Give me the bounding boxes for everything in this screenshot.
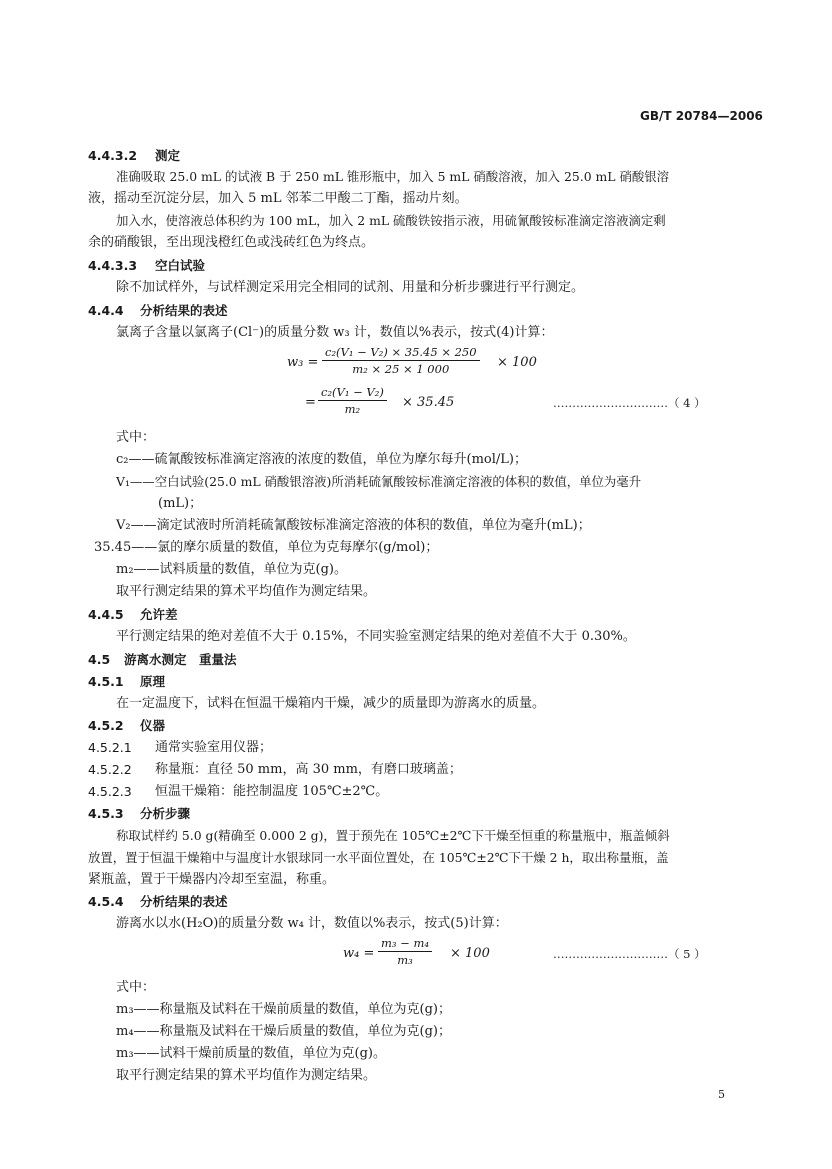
fraction-numerator: m₃ − m₄ <box>378 936 432 952</box>
section-number: 4.5 <box>88 652 111 667</box>
paragraph-line: 准确吸取 25.0 mL 的试液 B 于 250 mL 锥形瓶中，加入 5 mL 硝酸溶液，加入 25.0 mL 硝酸银溶 <box>116 169 670 184</box>
equation-lhs: w₃ = <box>287 355 319 370</box>
section-title: 分析结果的表述 <box>140 303 228 318</box>
definition-line: m₃——试料干燥前质量的数值，单位为克(g)。 <box>116 1046 387 1061</box>
paragraph-line: 游离水以水(H₂O)的质量分数 w₄ 计，数值以%表示，按式(5)计算： <box>116 916 508 931</box>
paragraph-line: 放置，置于恒温干燥箱中与温度计水银球同一水平面位置处，在 105℃±2℃下干燥 2 h，取出称量瓶，盖 <box>88 850 669 865</box>
definition-line: (mL)； <box>158 496 203 511</box>
section-number: 4.4.5 <box>88 607 124 622</box>
equation-equals: = <box>305 395 316 410</box>
equation-fraction <box>378 936 432 967</box>
section-title: 分析步骤 <box>140 806 191 821</box>
fraction-numerator: c₂(V₁ − V₂) <box>318 385 387 401</box>
paragraph-line: 氯离子含量以氯离子(Cl⁻)的质量分数 w₃ 计，数值以%表示，按式(4)计算： <box>116 325 554 340</box>
paragraph-line: 平行测定结果的绝对差值不大于 0.15%，不同实验室测定结果的绝对差值不大于 0.30%。 <box>116 629 636 644</box>
section-number: 4.5.4 <box>88 894 124 909</box>
item-number: 4.5.2.2 <box>88 762 132 777</box>
fraction-denominator: m₂ × 25 × 1 000 <box>352 362 450 376</box>
fraction-denominator: m₃ <box>397 953 413 967</box>
equation-lhs: w₄ = <box>343 946 375 961</box>
equation-term: × 100 <box>497 355 537 370</box>
section-number: 4.4.3.3 <box>88 258 138 273</box>
section-title: 仪器 <box>140 718 166 733</box>
section-number: 4.4.4 <box>88 303 124 318</box>
paragraph-line: 称取试样约 5.0 g(精确至 0.000 2 g)，置于预先在 105℃±2℃下干燥至恒重的称量瓶中，瓶盖倾斜 <box>116 828 670 843</box>
section-title: 测定 <box>155 148 181 163</box>
fraction-denominator: m₂ <box>344 402 361 416</box>
section-title: 空白试验 <box>155 258 206 273</box>
page-number: 5 <box>718 1088 725 1101</box>
section-title: 原理 <box>140 674 166 689</box>
item-text: 通常实验室用仪器； <box>155 740 273 755</box>
paragraph-line: 液，摇动至沉淀分层，加入 5 mL 邻苯二甲酸二丁酯，摇动片刻。 <box>88 191 468 206</box>
section-title: 分析结果的表述 <box>140 894 228 909</box>
standard-number: GB/T 20784—2006 <box>640 109 763 123</box>
where-label: 式中： <box>116 430 156 445</box>
section-title: 游离水测定 重量法 <box>124 652 237 667</box>
equation-term: × 100 <box>450 946 490 961</box>
equation-fraction <box>318 385 387 416</box>
definition-line: m₃——称量瓶及试料在干燥前质量的数值，单位为克(g)； <box>116 1002 452 1017</box>
definition-line: m₂——试料质量的数值，单位为克(g)。 <box>116 562 348 577</box>
definition-line: m₄——称量瓶及试料在干燥后质量的数值，单位为克(g)； <box>116 1024 452 1039</box>
definition-line: 35.45——氯的摩尔质量的数值，单位为克每摩尔(g/mol)； <box>94 540 439 555</box>
fraction-numerator: c₂(V₁ − V₂) × 35.45 × 250 <box>322 345 480 361</box>
equation-number: …………………………（ 4 ） <box>553 396 706 410</box>
section-number: 4.5.2 <box>88 718 124 733</box>
paragraph-line: 在一定温度下，试料在恒温干燥箱内干燥，减少的质量即为游离水的质量。 <box>116 696 546 711</box>
paragraph-line: 紧瓶盖，置于干燥器内冷却至室温，称重。 <box>88 872 336 887</box>
paragraph-line: 取平行测定结果的算术平均值作为测定结果。 <box>116 1068 377 1083</box>
definition-line: c₂——硫氰酸铵标准滴定溶液的浓度的数值，单位为摩尔每升(mol/L)； <box>116 452 527 467</box>
section-number: 4.5.1 <box>88 674 124 689</box>
equation-term: × 35.45 <box>402 395 455 410</box>
where-label: 式中： <box>116 980 156 995</box>
section-number: 4.5.3 <box>88 806 124 821</box>
equation-fraction <box>322 345 480 376</box>
paragraph-line: 除不加试样外，与试样测定采用完全相同的试剂、用量和分析步骤进行平行测定。 <box>116 280 585 295</box>
paragraph-line: 取平行测定结果的算术平均值作为测定结果。 <box>116 584 377 599</box>
item-number: 4.5.2.1 <box>88 740 132 755</box>
definition-line: V₂——滴定试液时所消耗硫氰酸铵标准滴定溶液的体积的数值，单位为毫升(mL)； <box>116 518 591 533</box>
section-number: 4.4.3.2 <box>88 148 138 163</box>
paragraph-line: 加入水，使溶液总体积约为 100 mL，加入 2 mL 硫酸铁铵指示液，用硫氰酸铵标准滴定溶液滴定剩 <box>116 213 666 228</box>
equation-number: …………………………（ 5 ） <box>553 947 706 961</box>
item-text: 称量瓶：直径 50 mm，高 30 mm，有磨口玻璃盖； <box>155 762 462 777</box>
item-number: 4.5.2.3 <box>88 784 132 799</box>
paragraph-line: 余的硝酸银，至出现浅橙红色或浅砖红色为终点。 <box>88 235 375 250</box>
definition-line: V₁——空白试验(25.0 mL 硝酸银溶液)所消耗硫氰酸铵标准滴定溶液的体积的数值，单位为毫升 <box>116 474 642 489</box>
section-title: 允许差 <box>140 607 178 622</box>
item-text: 恒温干燥箱：能控制温度 105℃±2℃。 <box>155 784 389 799</box>
